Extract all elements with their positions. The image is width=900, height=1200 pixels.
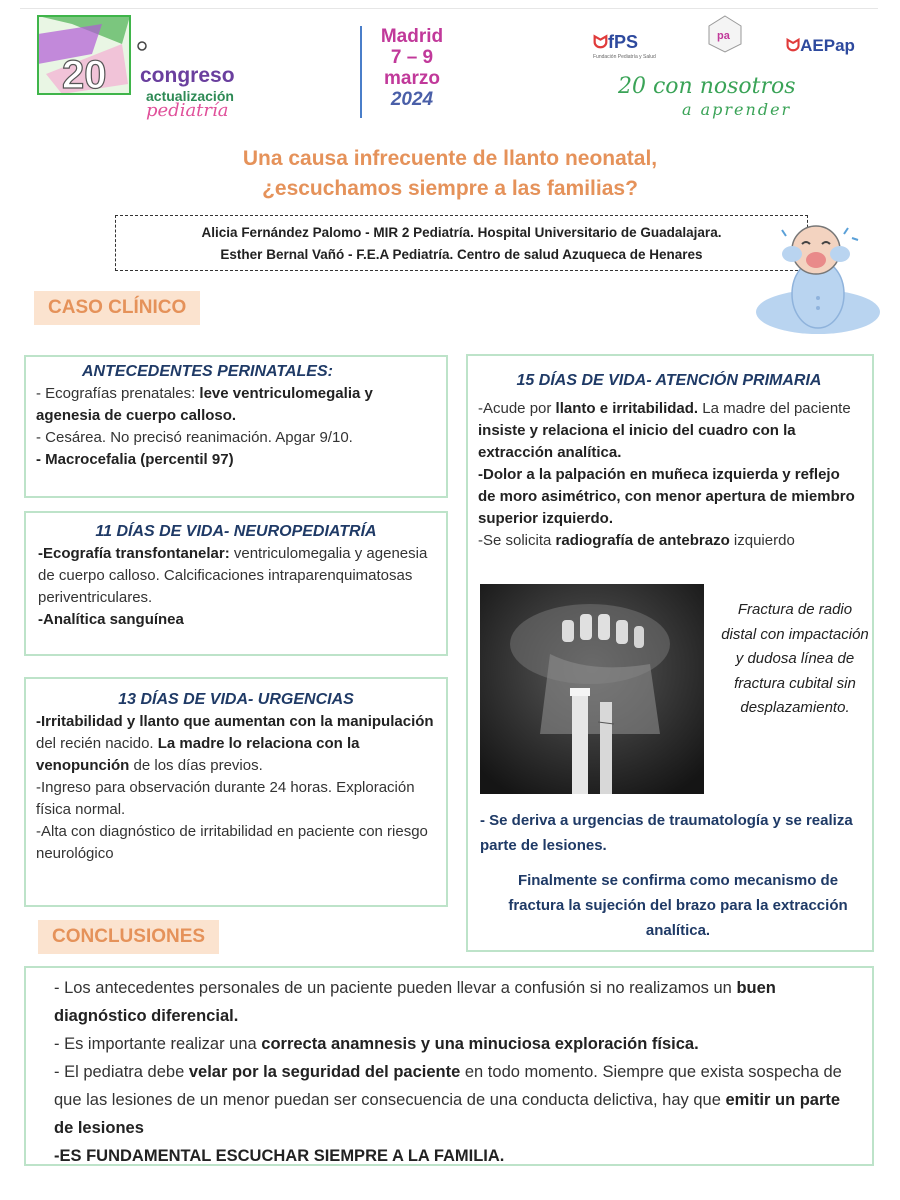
congress-specialty: pediatría <box>146 100 229 121</box>
primaria-line-4: - Se deriva a urgencias de traumatología y se realiza parte de lesiones. <box>480 812 853 854</box>
antecedentes-line-2: - Cesárea. No precisó reanimación. Apgar 9/10. <box>36 429 353 446</box>
neuropediatria-line-1: -Ecografía transfontanelar: ventriculomegalia y agenesia de cuerpo calloso. Calcificaciones intraparenquimatosas periventriculares. <box>38 545 428 606</box>
society-logo-icon <box>705 14 745 54</box>
section-caso-clinico: CASO CLÍNICO <box>34 291 200 325</box>
forearm-xray-image <box>480 584 704 794</box>
society-logo-text: pa <box>717 30 730 42</box>
primaria-final: Finalmente se confirma como mecanismo de fractura la sujeción del brazo para la extracción analítica. <box>508 872 848 939</box>
neuropediatria-line-2: -Analítica sanguínea <box>38 611 184 628</box>
authors-box <box>115 215 808 271</box>
antecedentes-line-3: - Macrocefalia (percentil 97) <box>36 451 234 468</box>
slogan-line-2: a aprender <box>682 100 792 119</box>
primaria-line-2: -Dolor a la palpación en muñeca izquierda y reflejo de moro asimétrico, con menor apertura de miembro superior izquierdo. <box>478 466 855 527</box>
antecedentes-card <box>24 355 448 498</box>
congress-name: congreso <box>140 64 235 87</box>
xray-caption: Fractura de radio distal con impactación y dudosa línea de fractura cubital sin desplazamiento. <box>721 601 869 716</box>
fps-subtitle: Fundación Pediatría y Salud <box>593 54 656 60</box>
congress-subtitle: actualización <box>146 88 234 104</box>
atencion-primaria-title: 15 DÍAS DE VIDA- ATENCIÓN PRIMARIA <box>516 372 822 389</box>
fps-logo: ᗢfPS <box>593 32 638 52</box>
author-2: Esther Bernal Vañó - F.E.A Pediatría. Centro de salud Azuqueca de Henares <box>220 247 703 262</box>
crying-baby-icon <box>752 220 890 338</box>
conclusion-3: - El pediatra debe velar por la seguridad del paciente en todo momento. Siempre que exista sospecha de que las lesiones de un menor puedan ser consecuencia de una conducta delictiva, hay que emitir un parte de lesiones <box>54 1063 842 1137</box>
logo-number: 20 <box>62 53 107 97</box>
title-line-2: ¿escuchamos siempre a las familias? <box>262 177 638 200</box>
antecedentes-line-1: - Ecografías prenatales: leve ventriculomegalia y agenesia de cuerpo calloso. <box>36 385 373 424</box>
urgencias-line-3: -Alta con diagnóstico de irritabilidad en paciente con riesgo neurológico <box>36 823 428 862</box>
event-date-block <box>372 26 452 110</box>
section-conclusiones: CONCLUSIONES <box>38 920 219 954</box>
conclusion-4: -ES FUNDAMENTAL ESCUCHAR SIEMPRE A LA FAMILIA. <box>54 1147 505 1165</box>
header-divider <box>360 26 362 118</box>
urgencias-line-2: -Ingreso para observación durante 24 horas. Exploración física normal. <box>36 779 415 818</box>
event-month: marzo <box>384 68 440 89</box>
urgencias-title: 13 DÍAS DE VIDA- URGENCIAS <box>118 691 354 708</box>
primaria-line-3: -Se solicita radiografía de antebrazo izquierdo <box>478 532 795 549</box>
urgencias-line-1: -Irritabilidad y llanto que aumentan con la manipulación del recién nacido. La madre lo relaciona con la venopunción de los días previos. <box>36 713 434 774</box>
aepap-logo: ᗢAEPap <box>786 36 855 55</box>
event-city: Madrid <box>380 26 444 47</box>
top-divider <box>20 8 878 9</box>
antecedentes-title: ANTECEDENTES PERINATALES: <box>82 363 333 380</box>
neuropediatria-card <box>24 511 448 656</box>
event-dates: 7 – 9 <box>390 47 434 68</box>
author-1: Alicia Fernández Palomo - MIR 2 Pediatría. Hospital Universitario de Guadalajara. <box>201 225 722 240</box>
conclusion-1: - Los antecedentes personales de un paciente pueden llevar a confusión si no realizamos un buen diagnóstico diferencial. <box>54 979 776 1025</box>
aepap-mark-icon: ᗢ <box>786 36 801 55</box>
fps-mark-icon: ᗢ <box>593 32 608 52</box>
conclusion-2: - Es importante realizar una correcta anamnesis y una minuciosa exploración física. <box>54 1035 699 1053</box>
title-line-1: Una causa infrecuente de llanto neonatal, <box>242 147 658 170</box>
poster-title <box>0 144 900 204</box>
conclusiones-card <box>24 966 874 1166</box>
event-year: 2024 <box>390 89 434 110</box>
primaria-line-1: -Acude por llanto e irritabilidad. La madre del paciente insiste y relaciona el inicio del cuadro con la extracción analítica. <box>478 400 851 461</box>
slogan-line-1: 20 con nosotros <box>618 74 796 99</box>
neuropediatria-title: 11 DÍAS DE VIDA- NEUROPEDIATRÍA <box>95 523 377 540</box>
urgencias-card <box>24 677 448 907</box>
